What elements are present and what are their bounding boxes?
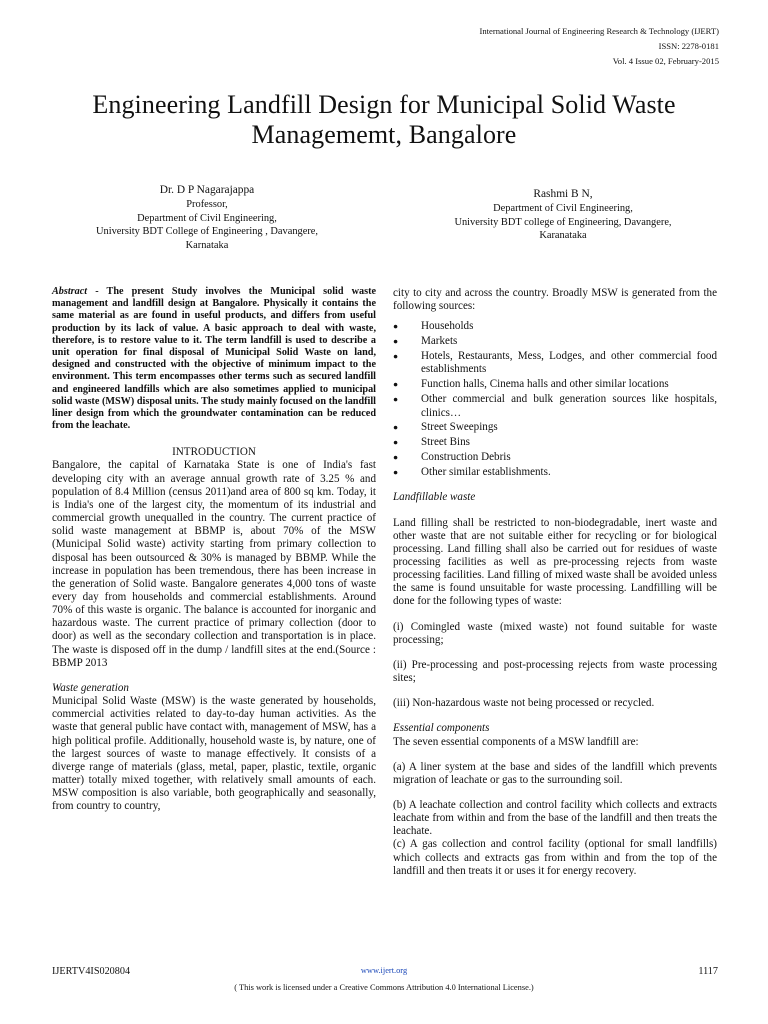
list-item: ● Markets	[393, 335, 717, 349]
introduction-text: Bangalore, the capital of Karnataka State is one of India's fast developing city with an average annual growth rate of 3.25 % and population of 8.4 Million (census 2011)and area of 800 sq km. Today, it is India's one of the largest city, the momentum of its industrial and commercial growth unequalled in the country. The current practice of solid waste management at BBMP is, about 70% of the MSW (Municipal Solid waste) activity starting from primary collection to disposal has been outsourced & 30% is managed by BBMP. While the increase in population has been tremendous, there has been increase in the generation of Solid waste. Bangalore generates 4,000 tons of waste every day from households and commercial establishments. Around 70% of this waste is organic. The balance is accounted for inorganic and hazardous waste. The current practice of primary collection (door to door) as well as the secondary collection and transportation is in place. The waste is disposed off in the dump / landfill sites at the end.(Source : BBMP 2013	[52, 459, 376, 669]
journal-url-link[interactable]: www.ijert.org	[360, 966, 408, 975]
landfillable-item: (iii) Non-hazardous waste not being processed or recycled.	[393, 697, 655, 710]
landfillable-text: Land filling shall be restricted to non-biodegradable, inert waste and other waste that are not suitable either for recycling or for biological processing. Land filling shall also be carried out for residues of waste processing facilities as well as pre-processing rejects from waste processing facilities. Land filling of mixed waste shall be avoided unless the same is found unsuitable for waste processing. Landfilling will be done for the following types of waste:	[393, 516, 717, 608]
landfillable-item: (i) Comingled waste (mixed waste) not found suitable for waste processing;	[393, 620, 717, 646]
page-number: 1117	[698, 966, 718, 977]
list-item: ● Construction Debris	[393, 451, 717, 465]
journal-name: International Journal of Engineering Research & Technology (IJERT)	[479, 26, 719, 36]
author-name: Rashmi B N,	[533, 188, 593, 200]
landfillable-heading: Landfillable waste	[393, 491, 476, 504]
paper-id: IJERTV4IS020804	[52, 966, 131, 977]
abstract-text: - The present Study involves the Municipal solid waste management and landfill design at Bangalore. Physically it contains the same material as are found in useful products, and differs from useful production by its lack of value. A basic approach to deal with waste, therefore, is to restore value to it. The term landfill is used to describe a unit operation for final disposal of Municipal Solid Waste on land, designed and constructed with the objective of minimum impact to the environment. This term encompasses other terms such as secured landfill and engineered landfills which are also sometimes applied to municipal solid waste (MSW) disposal units. The study mainly focused on the landfill liner design from which the groundwater contamination can be reduced from the leachate.	[52, 286, 376, 432]
landfillable-item: (ii) Pre-processing and post-processing rejects from waste processing sites;	[393, 658, 717, 685]
abstract-label: Abstract	[52, 286, 88, 297]
list-item: ● Street Bins	[393, 436, 717, 450]
list-item: ● Other commercial and bulk generation sources like hospitals, clinics…	[393, 393, 717, 420]
author-block-1	[52, 182, 362, 252]
list-item: ● Function halls, Cinema halls and other similar locations	[393, 378, 717, 392]
waste-generation-heading: Waste generation	[52, 681, 129, 694]
list-item: ● Street Sweepings	[393, 421, 717, 435]
waste-generation-text: Municipal Solid Waste (MSW) is the waste generated by households, commercial activities related to day-to-day human activities. As the waste that general public have contact with, management of MSW, has a high political profile. Additionally, household waste is, by nature, one of the largest sources of waste to manage effectively. It consists of a diverge range of materials (glass, metal, paper, plastic, textile, organic matter) totally mixed together, with relatively small amounts of each. MSW composition is also variable, both geographically and seasonally, from country to country,	[52, 695, 376, 813]
components-heading: Essential components	[393, 722, 490, 735]
author-block-2	[404, 186, 722, 243]
author-department: Department of Civil Engineering,	[493, 203, 633, 214]
component-item: (b) A leachate collection and control facility which collects and extracts leachate from within and from the base of the landfill and then treats the leachate.	[393, 799, 717, 838]
journal-volume: Vol. 4 Issue 02, February-2015	[612, 56, 719, 66]
right-column	[393, 287, 717, 878]
component-item: (c) A gas collection and control facility (optional for small landfills) which collects and extracts gas from within and from the top of the landfill and then treats it or uses it for energy recovery.	[393, 838, 717, 877]
sources-list	[393, 320, 717, 479]
component-item: (a) A liner system at the base and sides of the landfill which prevents migration of leachate or gas to the surrounding soil.	[393, 760, 717, 786]
list-item: ● Hotels, Restaurants, Mess, Lodges, and other commercial food establishments	[393, 350, 717, 377]
list-item: ● Other similar establishments.	[393, 466, 717, 480]
license-notice: ( This work is licensed under a Creative Commons Attribution 4.0 International License.)	[234, 983, 534, 992]
author-name: Dr. D P Nagarajappa	[159, 184, 255, 196]
author-department: Department of Civil Engineering,	[137, 212, 277, 224]
components-intro: The seven essential components of a MSW landfill are:	[393, 735, 639, 748]
author-location: Karnataka	[185, 239, 229, 251]
introduction-heading: INTRODUCTION	[172, 446, 256, 459]
author-location: Karanataka	[539, 230, 587, 242]
journal-header	[359, 24, 719, 69]
left-column	[52, 286, 376, 814]
paper-title: Engineering Landfill Design for Municipal Solid Waste Managememt, Bangalore	[92, 90, 676, 149]
abstract	[52, 286, 376, 432]
journal-issn: ISSN: 2278-0181	[658, 41, 719, 51]
sources-intro: city to city and across the country. Broadly MSW is generated from the following sources:	[393, 287, 717, 313]
list-item: ● Households	[393, 320, 717, 334]
author-position: Professor,	[186, 199, 228, 210]
author-institution: University BDT College of Engineering , Davangere,	[96, 226, 318, 238]
author-institution: University BDT college of Engineering, Davangere,	[454, 216, 672, 228]
